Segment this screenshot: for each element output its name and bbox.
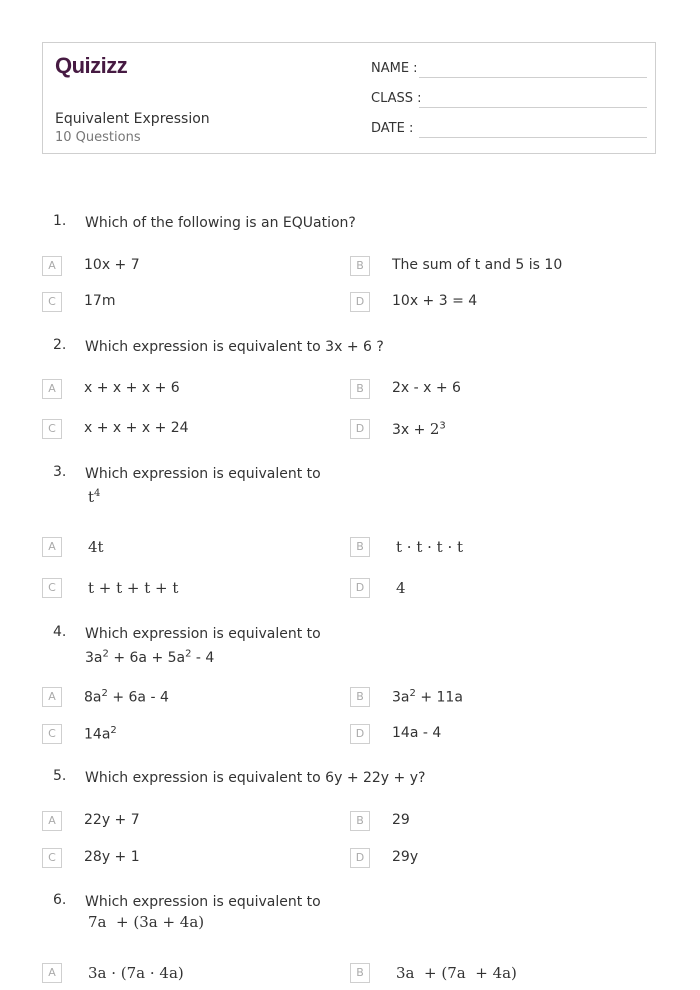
- option-text: 4: [396, 579, 406, 597]
- option-letter-box: D: [350, 419, 370, 439]
- class-label: CLASS :: [371, 91, 422, 106]
- option-text: 28y + 1: [84, 849, 140, 865]
- question-text: Which of the following is an EQUation?: [85, 215, 356, 231]
- question-number: 1.: [53, 213, 67, 229]
- option-text-prefix: 3x +: [392, 422, 430, 438]
- question-text-line: Which expression is equivalent to: [85, 626, 321, 642]
- option-text: [84, 725, 117, 743]
- question-text: [85, 624, 321, 668]
- option-text: 29: [392, 812, 410, 828]
- class-field[interactable]: [371, 91, 647, 111]
- option-letter-box: B: [350, 811, 370, 831]
- option-letter-box: A: [42, 379, 62, 399]
- option-text: 29y: [392, 849, 419, 865]
- name-line[interactable]: [419, 77, 647, 78]
- option-letter-box: C: [42, 724, 62, 744]
- option-letter-box: B: [350, 963, 370, 983]
- worksheet-title: Equivalent Expression: [55, 111, 210, 127]
- option-letter-box: A: [42, 687, 62, 707]
- option-text: [84, 688, 169, 706]
- option-letter-box: D: [350, 724, 370, 744]
- expr-exponent: 2: [110, 725, 117, 736]
- question-number: 3.: [53, 464, 67, 480]
- option-letter-box: A: [42, 537, 62, 557]
- option-letter-box: B: [350, 687, 370, 707]
- math-exponent: 4: [94, 488, 101, 499]
- option-letter-box: C: [42, 578, 62, 598]
- option-letter-box: C: [42, 292, 62, 312]
- option-text: 14a - 4: [392, 725, 442, 741]
- date-line[interactable]: [419, 137, 647, 138]
- expr-part: + 11a: [415, 689, 463, 706]
- option-letter-box: B: [350, 379, 370, 399]
- expr-part: - 4: [191, 649, 215, 666]
- expr-part: + 6a - 4: [107, 689, 169, 706]
- expr-part: 3a: [85, 649, 103, 666]
- question-text: [85, 464, 321, 508]
- option-letter-box: A: [42, 811, 62, 831]
- option-text: The sum of t and 5 is 10: [392, 257, 563, 273]
- option-text: [392, 688, 463, 706]
- question-text-line: Which expression is equivalent to: [85, 894, 321, 910]
- math-base: t: [88, 488, 95, 506]
- expr-part: 3a: [392, 689, 410, 706]
- option-text: x + x + x + 6: [84, 380, 180, 396]
- math-base: 2: [429, 420, 440, 438]
- option-text: t + t + t + t: [88, 579, 179, 597]
- name-label: NAME :: [371, 61, 418, 76]
- question-text: Which expression is equivalent to 6y + 22y + y?: [85, 770, 426, 786]
- option-letter-box: B: [350, 537, 370, 557]
- option-letter-box: C: [42, 848, 62, 868]
- date-field[interactable]: [371, 121, 647, 141]
- option-text: 17m: [84, 293, 116, 309]
- expr-exponent: 2: [185, 648, 192, 659]
- question-number: 2.: [53, 337, 67, 353]
- expr-part: 14a: [84, 726, 111, 743]
- option-text: [392, 420, 446, 438]
- expr-exponent: 2: [101, 688, 108, 699]
- option-text: 3a · (7a · 4a): [88, 964, 184, 982]
- question-text: [85, 892, 321, 933]
- option-letter-box: D: [350, 578, 370, 598]
- question-number: 6.: [53, 892, 67, 908]
- class-line[interactable]: [419, 107, 647, 108]
- expr-part: + 6a + 5a: [108, 649, 186, 666]
- question-text: Which expression is equivalent to 3x + 6 ?: [85, 339, 384, 355]
- option-text: 22y + 7: [84, 812, 140, 828]
- option-text: 10x + 3 = 4: [392, 293, 478, 309]
- option-text: 4t: [88, 538, 104, 556]
- question-math: 7a + (3a + 4a): [88, 913, 205, 931]
- option-letter-box: A: [42, 963, 62, 983]
- option-letter-box: D: [350, 848, 370, 868]
- option-text: 3a + (7a + 4a): [396, 964, 517, 982]
- question-number: 4.: [53, 624, 67, 640]
- quizizz-logo: Quizizz: [55, 53, 128, 78]
- expr-exponent: 2: [102, 648, 109, 659]
- option-text: t · t · t · t: [396, 538, 464, 556]
- option-text: x + x + x + 24: [84, 420, 189, 436]
- question-text-line: Which expression is equivalent to: [85, 466, 321, 482]
- question-math: [88, 488, 100, 506]
- option-letter-box: A: [42, 256, 62, 276]
- date-label: DATE :: [371, 121, 414, 136]
- math-exponent: 3: [439, 420, 446, 432]
- option-letter-box: D: [350, 292, 370, 312]
- option-letter-box: B: [350, 256, 370, 276]
- worksheet-header: [42, 42, 656, 154]
- option-text: 10x + 7: [84, 257, 140, 273]
- option-text: 2x - x + 6: [392, 380, 461, 396]
- question-number: 5.: [53, 768, 67, 784]
- expr-exponent: 2: [409, 688, 416, 699]
- expr-part: 8a: [84, 689, 102, 706]
- question-count: 10 Questions: [55, 130, 141, 145]
- question-expression: [85, 650, 214, 666]
- name-field[interactable]: [371, 61, 647, 81]
- option-letter-box: C: [42, 419, 62, 439]
